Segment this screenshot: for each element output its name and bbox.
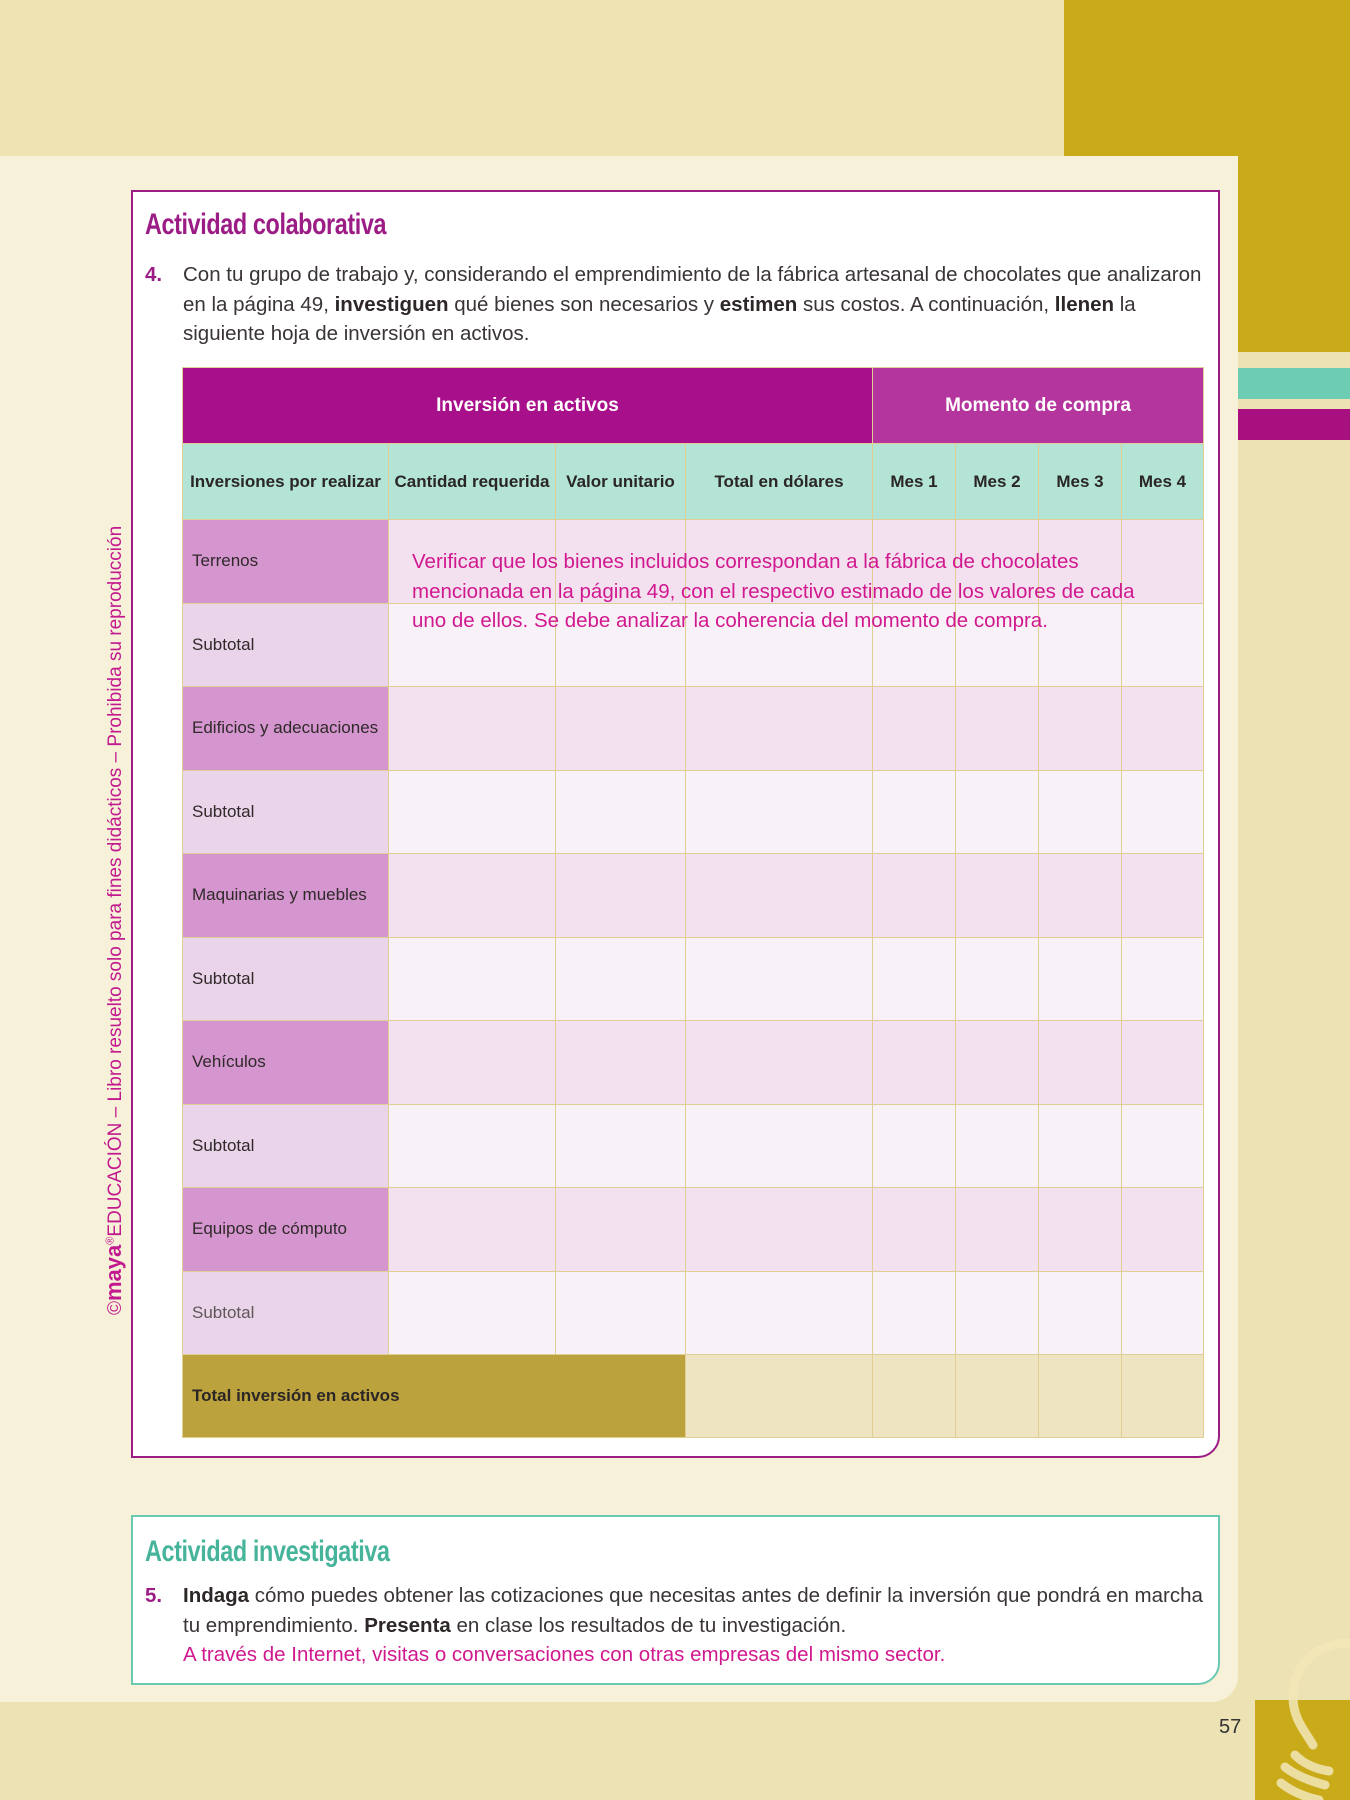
total-cell[interactable] <box>686 1355 873 1438</box>
category-row <box>183 1021 1204 1105</box>
category-label: Maquinarias y muebles <box>183 854 389 938</box>
table-cell[interactable] <box>389 687 556 771</box>
table-cell[interactable] <box>1039 1188 1122 1272</box>
table-cell[interactable] <box>1122 1104 1204 1188</box>
collaborative-answer: Verificar que los bienes incluidos correspondan a la fábrica de chocolates mencionada en la página 49, con el respectivo estimado de los valores de cada uno de ellos. Se debe analizar la coherencia del momento de compra. <box>412 550 1135 632</box>
table-cell[interactable] <box>556 937 686 1021</box>
text-run: en clase los resultados de tu investigación. <box>450 1613 847 1637</box>
task-number: 4. <box>145 263 163 286</box>
table-cell[interactable] <box>956 1271 1039 1355</box>
keyword-llenen: llenen <box>1054 292 1115 316</box>
collaborative-activity-box <box>131 190 1220 1458</box>
table-cell[interactable] <box>873 687 956 771</box>
investigative-activity-title: Actividad investigativa <box>145 1535 390 1568</box>
total-cell[interactable] <box>873 1355 956 1438</box>
col-mes-1: Mes 1 <box>873 444 956 520</box>
task-4-text <box>183 260 1204 349</box>
subtotal-label: Subtotal <box>183 603 389 687</box>
table-cell[interactable] <box>389 1188 556 1272</box>
magenta-tab-marker <box>1238 409 1350 440</box>
table-cell[interactable] <box>956 770 1039 854</box>
table-cell[interactable] <box>1039 1021 1122 1105</box>
table-cell[interactable] <box>873 1271 956 1355</box>
subtotal-label: Subtotal <box>183 1104 389 1188</box>
table-cell[interactable] <box>873 1104 956 1188</box>
table-cell[interactable] <box>873 937 956 1021</box>
table-cell[interactable] <box>686 937 873 1021</box>
page-number: 57 <box>1219 1716 1242 1738</box>
table-cell[interactable] <box>1039 687 1122 771</box>
total-label: Total inversión en activos <box>183 1355 686 1438</box>
task-number: 5. <box>145 1584 163 1607</box>
header-momento-compra: Momento de compra <box>873 368 1204 444</box>
subtotal-row <box>183 770 1204 854</box>
keyword-presenta: Presenta <box>364 1613 451 1637</box>
table-cell[interactable] <box>873 770 956 854</box>
table-cell[interactable] <box>956 1104 1039 1188</box>
table-cell[interactable] <box>1122 1021 1204 1105</box>
copyright-text: EDUCACIÓN – Libro resuelto solo para fines didácticos – Prohibida su reproducción <box>105 525 126 1237</box>
text-run: sus costos. A continuación, <box>797 292 1055 316</box>
table-cell[interactable] <box>686 1021 873 1105</box>
table-cell[interactable] <box>956 687 1039 771</box>
investment-table <box>182 367 1204 1438</box>
table-cell[interactable] <box>389 1104 556 1188</box>
category-label: Equipos de cómputo <box>183 1188 389 1272</box>
category-label: Vehículos <box>183 1021 389 1105</box>
table-cell[interactable] <box>1039 937 1122 1021</box>
text-run: la siguiente hoja de inversión en activos. <box>183 292 1136 345</box>
table-cell[interactable] <box>1122 937 1204 1021</box>
subtotal-label: Subtotal <box>183 770 389 854</box>
col-mes-4: Mes 4 <box>1122 444 1204 520</box>
subtotal-row <box>183 1271 1204 1355</box>
text-run: cómo puedes obtener las cotizaciones que necesitas antes de definir la inversión que pondrá en marcha tu emprendimiento. <box>183 1584 1203 1637</box>
task-5-body <box>183 1581 1204 1670</box>
table-cell[interactable] <box>556 854 686 938</box>
col-total: Total en dólares <box>686 444 873 520</box>
col-mes-3: Mes 3 <box>1039 444 1122 520</box>
table-cell[interactable] <box>1122 854 1204 938</box>
table-cell[interactable] <box>1039 1271 1122 1355</box>
keyword-estimen: estimen <box>719 292 798 316</box>
header-band <box>0 0 1065 156</box>
task-5-text <box>183 1581 1204 1640</box>
collaborative-activity-title: Actividad colaborativa <box>145 208 387 241</box>
col-inversiones: Inversiones por realizar <box>183 444 389 520</box>
table-cell[interactable] <box>389 1271 556 1355</box>
table-cell[interactable] <box>956 1021 1039 1105</box>
table-cell[interactable] <box>1039 770 1122 854</box>
table-cell[interactable] <box>873 854 956 938</box>
total-cell[interactable] <box>1039 1355 1122 1438</box>
col-mes-2: Mes 2 <box>956 444 1039 520</box>
table-cell[interactable] <box>556 1104 686 1188</box>
brand-name: maya <box>101 1244 126 1301</box>
table-cell[interactable] <box>1039 1104 1122 1188</box>
table-cell[interactable] <box>1122 1188 1204 1272</box>
table-cell[interactable] <box>686 770 873 854</box>
table-cell[interactable] <box>686 854 873 938</box>
table-cell[interactable] <box>1122 687 1204 771</box>
investigative-answer: A través de Internet, visitas o conversaciones con otras empresas del mismo sector. <box>183 1643 946 1666</box>
col-cantidad: Cantidad requerida <box>389 444 556 520</box>
table-cell[interactable] <box>389 770 556 854</box>
table-cell[interactable] <box>686 1188 873 1272</box>
table-cell[interactable] <box>556 1271 686 1355</box>
category-row <box>183 854 1204 938</box>
table-cell[interactable] <box>956 1188 1039 1272</box>
text-run: qué bienes son necesarios y <box>448 292 720 316</box>
subtotal-row <box>183 1104 1204 1188</box>
text-run: Con tu grupo de trabajo y, considerando el emprendimiento de la fábrica artesanal de chocolates que analizaron en la página 49, <box>183 263 1202 316</box>
table-cell[interactable] <box>873 1021 956 1105</box>
category-label: Edificios y adecuaciones <box>183 687 389 771</box>
registered-symbol: ® <box>104 1236 117 1245</box>
table-cell[interactable] <box>1039 854 1122 938</box>
table-cell[interactable] <box>556 687 686 771</box>
table-cell[interactable] <box>873 1188 956 1272</box>
teal-tab-marker <box>1238 368 1350 399</box>
table-cell[interactable] <box>389 1021 556 1105</box>
subtotal-label: Subtotal <box>183 937 389 1021</box>
table-cell[interactable] <box>389 854 556 938</box>
copyright-symbol: © <box>105 1301 126 1315</box>
table-cell[interactable] <box>389 937 556 1021</box>
table-cell[interactable] <box>956 854 1039 938</box>
lightbulb-icon <box>1255 1635 1350 1800</box>
table-cell[interactable] <box>556 770 686 854</box>
table-cell[interactable] <box>556 1021 686 1105</box>
task-5 <box>145 1581 1204 1670</box>
table-cell[interactable] <box>956 937 1039 1021</box>
copyright-notice <box>101 526 127 1315</box>
total-cell[interactable] <box>1122 1355 1204 1438</box>
footer-band <box>0 1700 1350 1800</box>
header-inversion-activos: Inversión en activos <box>183 368 873 444</box>
category-label: Terrenos <box>183 520 389 604</box>
table-cell[interactable] <box>556 1188 686 1272</box>
task-4 <box>145 260 1204 349</box>
keyword-indaga: Indaga <box>183 1584 250 1607</box>
keyword-investiguen: investiguen <box>334 292 449 316</box>
investigative-activity-box <box>131 1515 1220 1685</box>
total-cell[interactable] <box>956 1355 1039 1438</box>
category-row <box>183 1188 1204 1272</box>
table-cell[interactable] <box>686 1104 873 1188</box>
subtotal-label: Subtotal <box>183 1271 389 1355</box>
category-row <box>183 687 1204 771</box>
subtotal-row <box>183 937 1204 1021</box>
table-cell[interactable] <box>686 1271 873 1355</box>
table-cell[interactable] <box>686 687 873 771</box>
table-cell[interactable] <box>1122 770 1204 854</box>
col-valor: Valor unitario <box>556 444 686 520</box>
table-cell[interactable] <box>1122 1271 1204 1355</box>
